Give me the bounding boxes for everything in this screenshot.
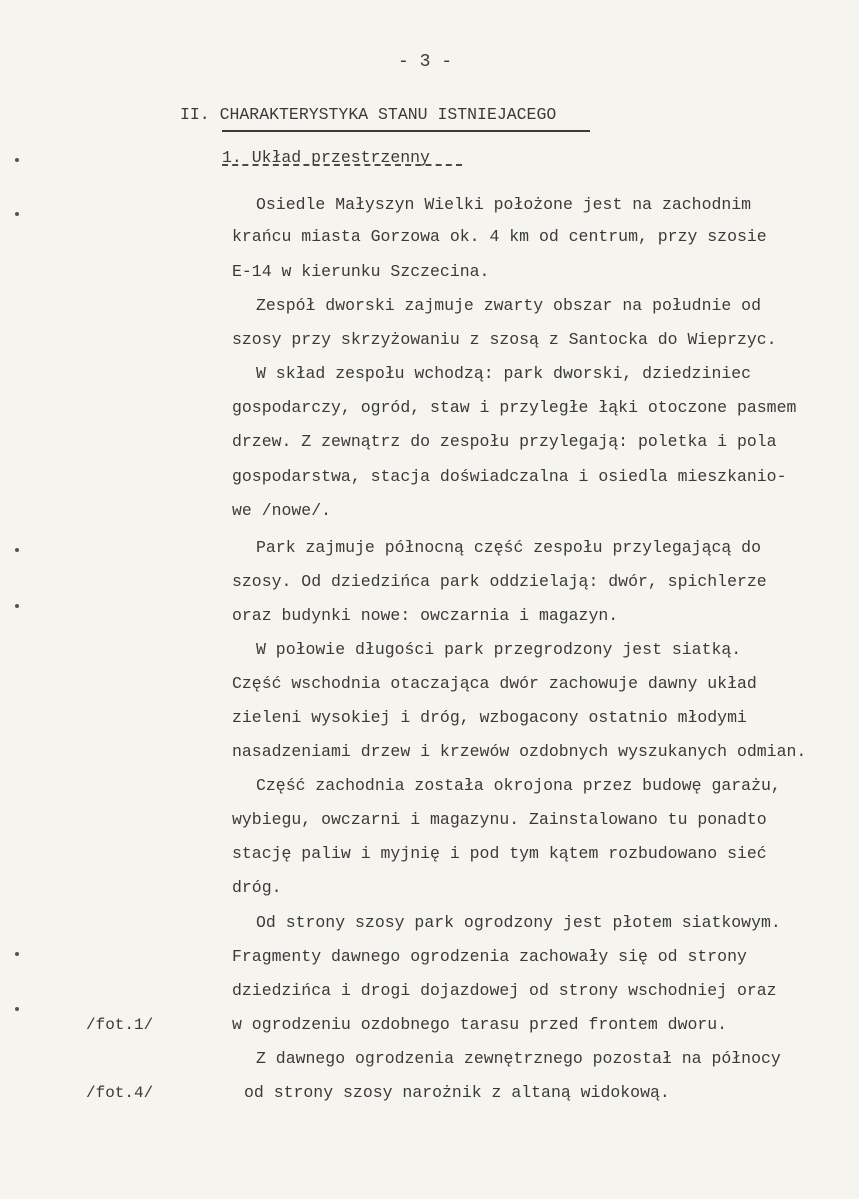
- body-line: Od strony szosy park ogrodzony jest płotem siatkowym.: [256, 913, 781, 932]
- edge-mark: [15, 212, 19, 216]
- body-line: szosy przy skrzyżowaniu z szosą z Santocka do Wieprzyc.: [232, 330, 777, 349]
- body-line: nasadzeniami drzew i krzewów ozdobnych wyszukanych odmian.: [232, 742, 807, 761]
- body-line: W skład zespołu wchodzą: park dworski, dziedziniec: [256, 364, 752, 383]
- body-line: w ogrodzeniu ozdobnego tarasu przed frontem dworu.: [232, 1015, 728, 1034]
- body-line: stację paliw i myjnię i pod tym kątem rozbudowano sieć: [232, 844, 767, 863]
- body-line: wybiegu, owczarni i magazynu. Zainstalowano tu ponadto: [232, 810, 767, 829]
- body-line: dróg.: [232, 878, 282, 897]
- body-line: gospodarczy, ogród, staw i przyległe łąki otoczone pasmem: [232, 398, 797, 417]
- section-title: II. CHARAKTERYSTYKA STANU ISTNIEJACEGO: [180, 105, 557, 124]
- margin-note: /fot.4/: [86, 1084, 154, 1102]
- edge-mark: [15, 1007, 19, 1011]
- body-line: od strony szosy narożnik z altaną widokową.: [244, 1083, 670, 1102]
- edge-mark: [15, 548, 19, 552]
- body-line: szosy. Od dziedzińca park oddzielają: dwór, spichlerze: [232, 572, 767, 591]
- body-line: W połowie długości park przegrodzony jest siatką.: [256, 640, 742, 659]
- body-line: Część zachodnia została okrojona przez budowę garażu,: [256, 776, 781, 795]
- body-line: Fragmenty dawnego ogrodzenia zachowały się od strony: [232, 947, 747, 966]
- margin-note: /fot.1/: [86, 1016, 154, 1034]
- body-line: drzew. Z zewnątrz do zespołu przylegają: poletka i pola: [232, 432, 777, 451]
- subsection-underline: [222, 164, 462, 166]
- body-line: oraz budynki nowe: owczarnia i magazyn.: [232, 606, 619, 625]
- body-line: we /nowe/.: [232, 501, 332, 520]
- edge-mark: [15, 158, 19, 162]
- body-line: Zespół dworski zajmuje zwarty obszar na południe od: [256, 296, 761, 315]
- body-line: Z dawnego ogrodzenia zewnętrznego pozostał na północy: [256, 1049, 781, 1068]
- body-line: E-14 w kierunku Szczecina.: [232, 262, 490, 281]
- section-underline: [222, 130, 590, 132]
- edge-mark: [15, 604, 19, 608]
- body-line: Park zajmuje północną część zespołu przylegającą do: [256, 538, 761, 557]
- edge-mark: [15, 952, 19, 956]
- body-line: gospodarstwa, stacja doświadczalna i osiedla mieszkanio-: [232, 467, 787, 486]
- page-number: - 3 -: [398, 52, 453, 72]
- body-line: Część wschodnia otaczająca dwór zachowuje dawny układ: [232, 674, 757, 693]
- body-line: krańcu miasta Gorzowa ok. 4 km od centrum, przy szosie: [232, 227, 767, 246]
- subsection-title: 1. Układ przestrzenny: [222, 148, 430, 167]
- body-line: zieleni wysokiej i dróg, wzbogacony ostatnio młodymi: [232, 708, 747, 727]
- body-line: Osiedle Małyszyn Wielki położone jest na zachodnim: [256, 195, 752, 214]
- body-line: dziedzińca i drogi dojazdowej od strony wschodniej oraz: [232, 981, 777, 1000]
